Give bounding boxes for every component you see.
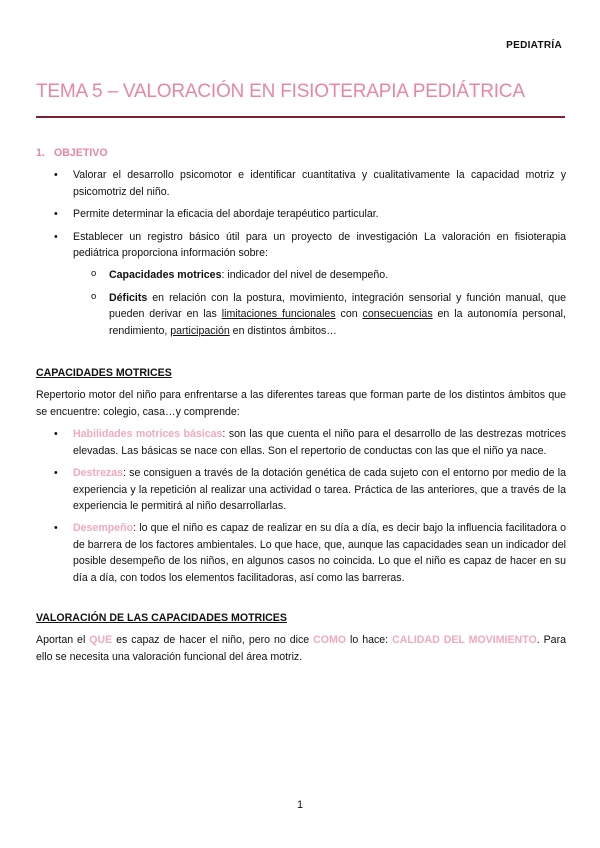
term-capacidades: Capacidades motrices bbox=[109, 269, 222, 282]
title-rule bbox=[36, 116, 565, 118]
page-title: TEMA 5 – VALORACIÓN EN FISIOTERAPIA PEDIÁTRICA bbox=[36, 81, 525, 102]
term-calidad: CALIDAD DEL MOVIMIENTO bbox=[392, 634, 537, 647]
heading-valoracion: VALORACIÓN DE LAS CAPACIDADES MOTRICES bbox=[36, 611, 287, 624]
term-destrezas: Destrezas bbox=[73, 467, 124, 480]
term-consecuencias: consecuencias bbox=[362, 308, 433, 321]
paragraph-text: . Para ello se necesita una valoración funcional del área motriz. bbox=[36, 634, 566, 663]
sub-item-text: con bbox=[335, 308, 363, 321]
term-participacion: participación bbox=[170, 324, 230, 337]
sub-item-text: : indicador del nivel de desempeño. bbox=[221, 269, 389, 282]
capacidades-intro: Repertorio motor del niño para enfrentarse a las diferentes tareas que forman parte de los distintos ámbitos que se encuentre: colegio, casa…y comprende: bbox=[36, 389, 566, 418]
section-heading-text: OBJETIVO bbox=[54, 147, 108, 159]
capacidades-list bbox=[36, 426, 566, 586]
term-como: COMO bbox=[313, 634, 347, 647]
sub-item-text: en la autonomía personal, rendimiento, bbox=[109, 308, 566, 337]
heading-capacidades-motrices: CAPACIDADES MOTRICES bbox=[36, 367, 172, 380]
section-heading-objetivo bbox=[36, 145, 566, 161]
paragraph-text: lo hace: bbox=[346, 634, 393, 647]
sub-list bbox=[73, 267, 566, 339]
content bbox=[36, 145, 566, 671]
list-item: • Valorar el desarrollo psicomotor e identificar cuantitativa y cualitativamente la capacidad motriz y psicomotriz del niño. bbox=[36, 167, 566, 200]
term-desempeno: Desempeño bbox=[73, 522, 134, 535]
objetivo-list bbox=[36, 167, 566, 339]
page-number: 1 bbox=[296, 799, 304, 811]
term-habilidades: Habilidades motrices básicas bbox=[73, 428, 223, 441]
paragraph-text: Aportan el bbox=[36, 634, 90, 647]
term-que: QUE bbox=[89, 634, 113, 647]
sub-item-text: en distintos ámbitos… bbox=[229, 324, 337, 337]
list-item-text: : lo que el niño es capaz de realizar en su día a día, es decir bajo la influencia facilitadora o de barrera de los factores ambientales. Lo que hace, que, aunque las capacidades sean un indicador del posible desempeño de los niños, en algunos casos no coincida. Lo que el niño es capaz de hacer en su día a día, con todos los elementos facilitadoras, así como las barreras. bbox=[73, 522, 566, 584]
list-item bbox=[36, 465, 566, 514]
term-deficits: Déficits bbox=[109, 291, 148, 304]
list-item bbox=[36, 229, 566, 339]
paragraph-text: es capaz de hacer el niño, pero no dice bbox=[112, 634, 314, 647]
list-item bbox=[36, 426, 566, 459]
sub-item-text: en relación con la postura, movimiento, integración sensorial y función manual, que pueden derivar en las bbox=[109, 291, 566, 321]
list-item: • Permite determinar la eficacia del abordaje terapéutico particular. bbox=[36, 206, 566, 222]
list-item bbox=[36, 520, 566, 586]
section-number: 1. bbox=[36, 147, 45, 159]
list-item-text: Establecer un registro básico útil para un proyecto de investigación La valoración en fisioterapia pediátrica proporciona información sobre: bbox=[73, 230, 566, 260]
running-header: PEDIATRÍA bbox=[506, 40, 562, 51]
sub-list-item-capacidades bbox=[73, 267, 566, 283]
sub-list-item-deficits bbox=[73, 290, 566, 339]
valoracion-paragraph bbox=[36, 632, 566, 665]
list-item-text: : se consiguen a través de la dotación genética de cada sujeto con el entorno por medio de la experiencia y la repetición al realizar una actividad o tarea. Práctica de las anteriores, que a través de la experiencia le permitirá al niño desarrollarlas. bbox=[73, 467, 566, 512]
term-limitaciones: limitaciones funcionales bbox=[221, 308, 336, 321]
list-item-text: : son las que cuenta el niño para el desarrollo de las destrezas motrices elevadas. Las básicas se nace con ellas. Son el repertorio de conductas con las que el niño ya nace. bbox=[73, 428, 566, 457]
